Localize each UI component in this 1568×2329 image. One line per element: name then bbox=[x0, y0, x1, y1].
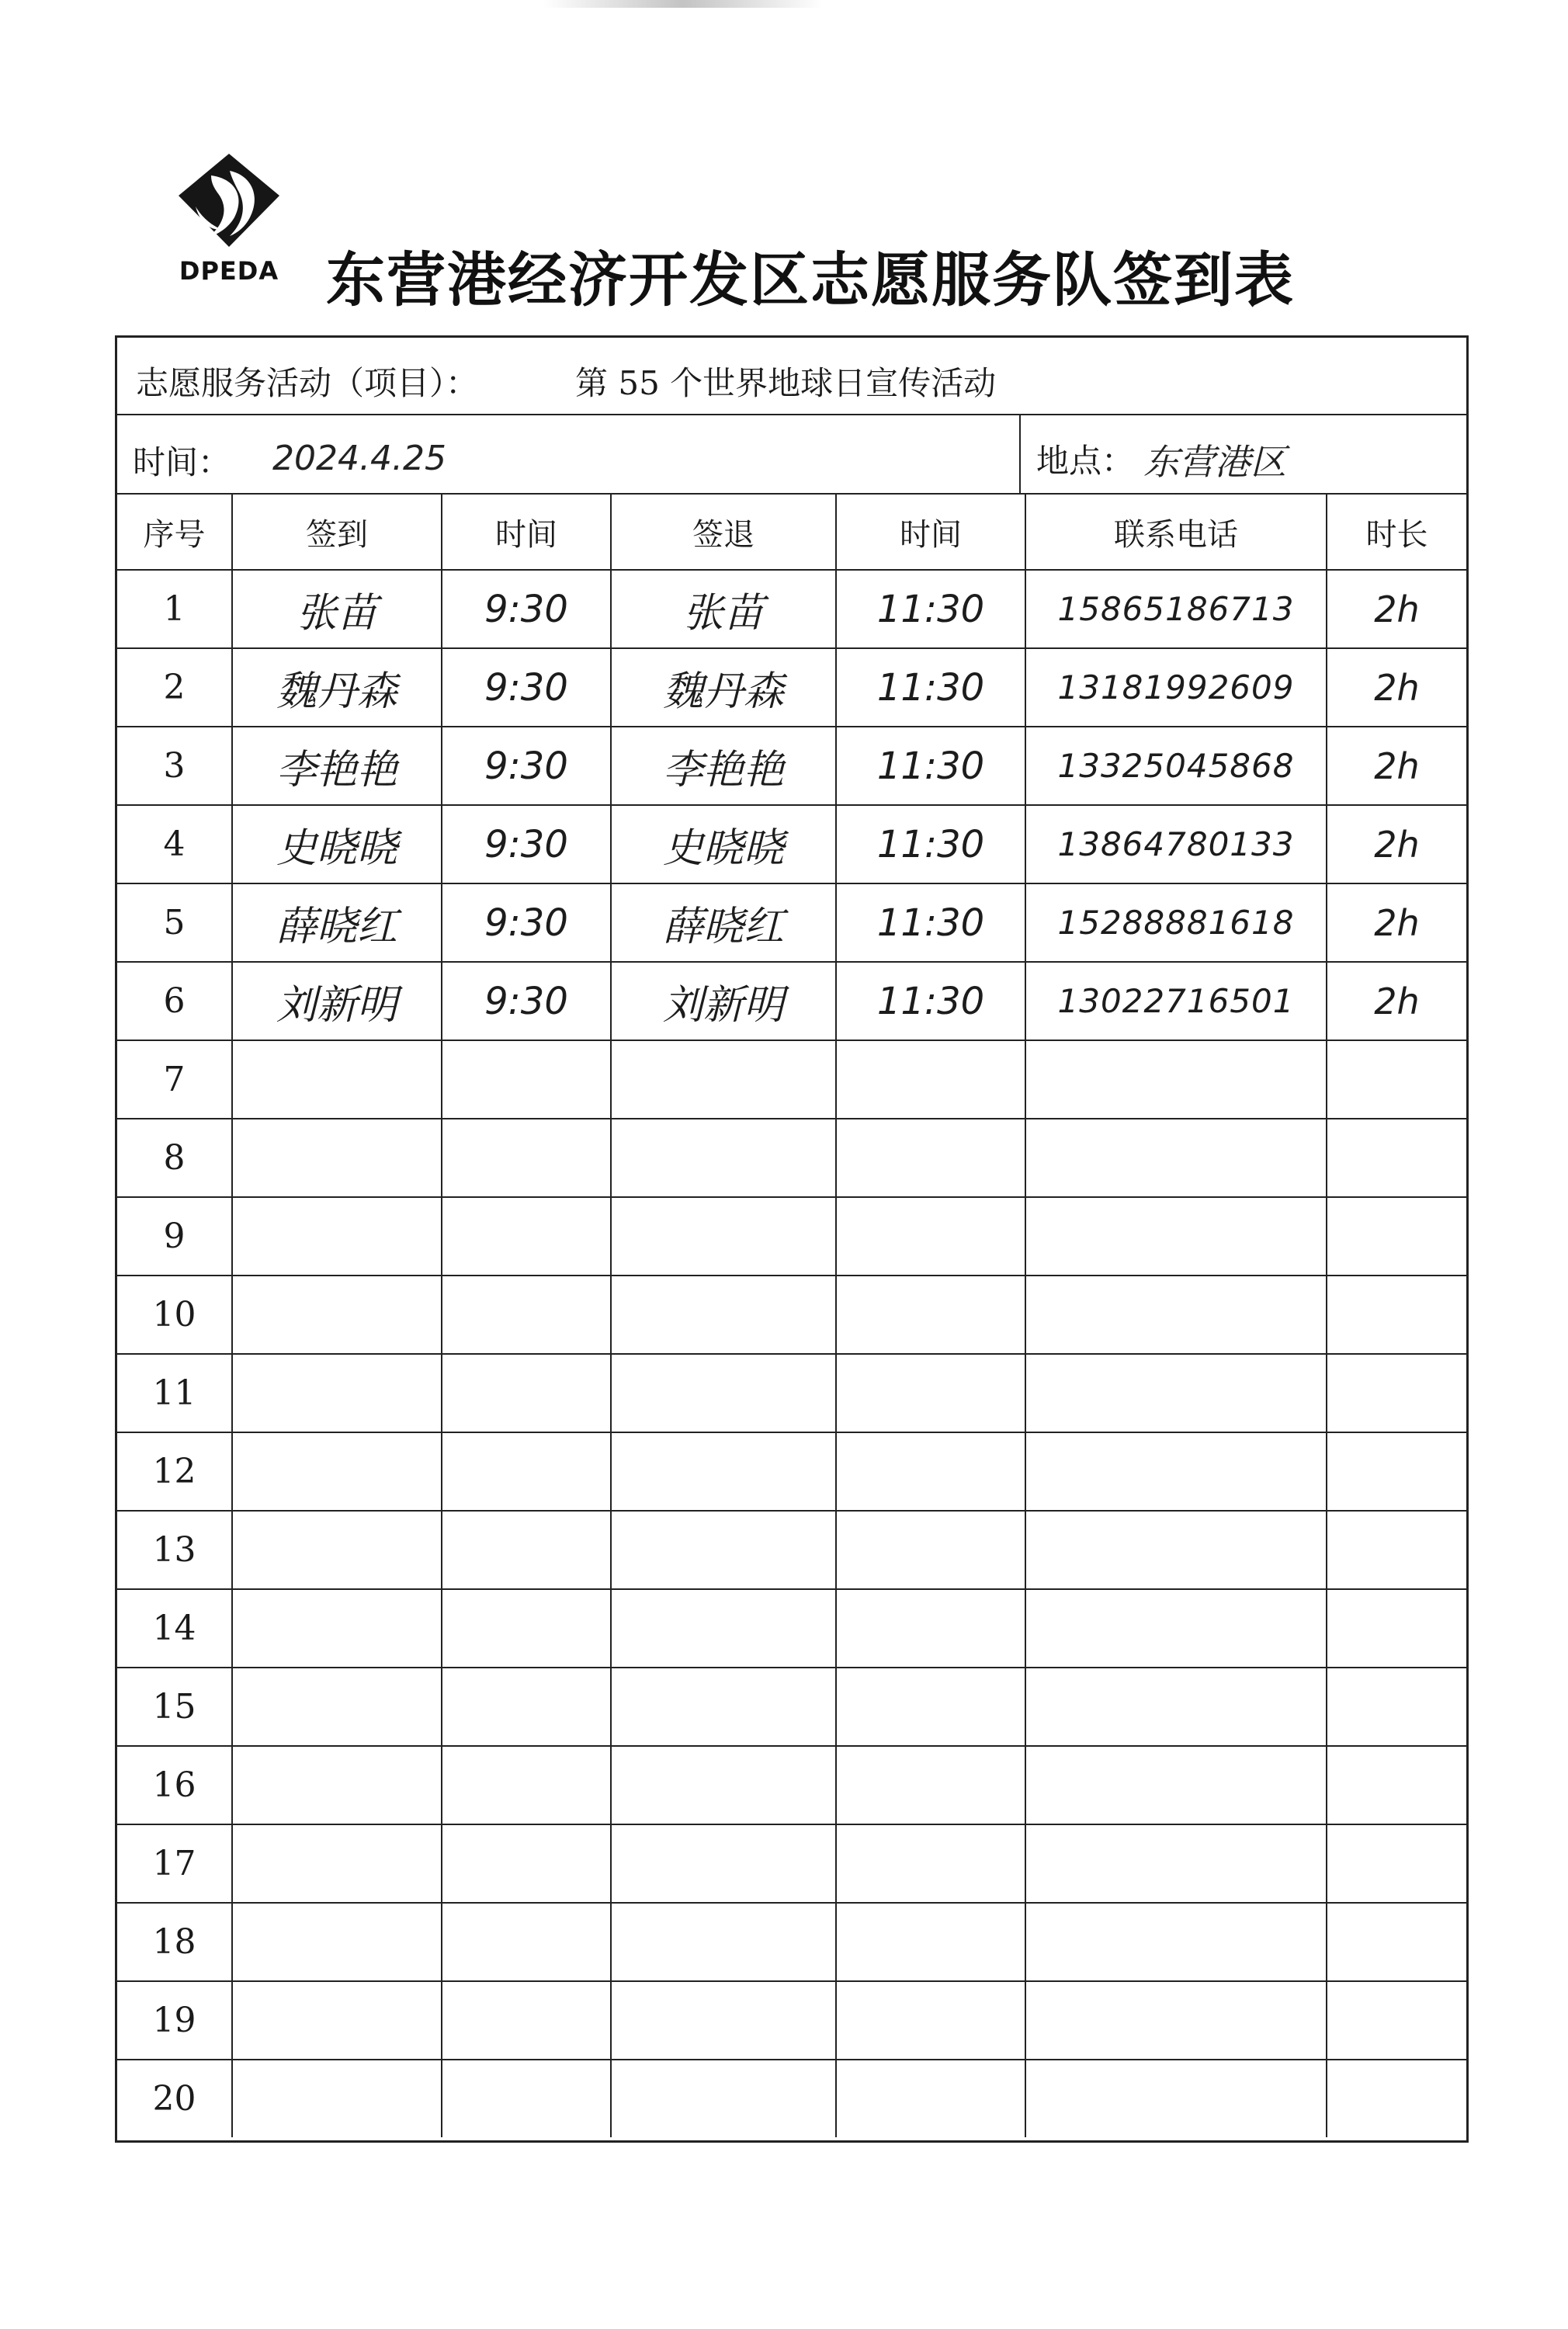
sign-in-time bbox=[442, 1276, 611, 1354]
sign-out-time bbox=[836, 1432, 1025, 1511]
row-number: 17 bbox=[117, 1824, 232, 1903]
table-row bbox=[117, 962, 1466, 1040]
duration bbox=[1327, 1668, 1466, 1746]
sign-out-time bbox=[836, 2060, 1025, 2137]
row-number: 8 bbox=[117, 1119, 232, 1197]
phone-number: 13325045868 bbox=[1025, 727, 1327, 805]
col-header-in-time: 时间 bbox=[442, 495, 611, 570]
sign-out-time: 11:30 bbox=[836, 962, 1025, 1040]
phone-number bbox=[1025, 1432, 1327, 1511]
duration: 2h bbox=[1327, 805, 1466, 883]
sign-in-signature bbox=[232, 1589, 442, 1668]
table-row bbox=[117, 1589, 1466, 1668]
table-row bbox=[117, 1981, 1466, 2060]
sign-in-time: 9:30 bbox=[442, 570, 611, 648]
row-number: 19 bbox=[117, 1981, 232, 2060]
sign-out-time: 11:30 bbox=[836, 805, 1025, 883]
table-row bbox=[117, 1432, 1466, 1511]
table-row bbox=[117, 805, 1466, 883]
duration bbox=[1327, 2060, 1466, 2137]
duration bbox=[1327, 1040, 1466, 1119]
sign-out-signature bbox=[611, 1119, 836, 1197]
date-handwritten: 2024.4.25 bbox=[272, 439, 446, 478]
sign-out-time: 11:30 bbox=[836, 570, 1025, 648]
sign-out-signature bbox=[611, 1746, 836, 1824]
col-header-seq: 序号 bbox=[117, 495, 232, 570]
sign-out-signature bbox=[611, 1040, 836, 1119]
row-number: 15 bbox=[117, 1668, 232, 1746]
sign-in-signature bbox=[232, 1668, 442, 1746]
phone-number: 13181992609 bbox=[1025, 648, 1327, 727]
sign-in-time bbox=[442, 1981, 611, 2060]
table-header-row bbox=[117, 495, 1466, 570]
sign-in-signature: 刘新明 bbox=[232, 962, 442, 1040]
phone-number bbox=[1025, 1511, 1327, 1589]
phone-number bbox=[1025, 1589, 1327, 1668]
col-header-sign-in: 签到 bbox=[232, 495, 442, 570]
table-row bbox=[117, 1668, 1466, 1746]
sign-out-signature bbox=[611, 1589, 836, 1668]
duration bbox=[1327, 1354, 1466, 1432]
duration bbox=[1327, 1746, 1466, 1824]
row-number: 10 bbox=[117, 1276, 232, 1354]
table-row bbox=[117, 727, 1466, 805]
sign-in-signature: 张苗 bbox=[232, 570, 442, 648]
duration: 2h bbox=[1327, 570, 1466, 648]
duration bbox=[1327, 1432, 1466, 1511]
sign-in-form bbox=[115, 335, 1469, 2143]
sign-in-time bbox=[442, 1119, 611, 1197]
sign-out-time bbox=[836, 1354, 1025, 1432]
duration: 2h bbox=[1327, 883, 1466, 962]
row-number: 9 bbox=[117, 1197, 232, 1276]
row-number: 11 bbox=[117, 1354, 232, 1432]
sign-in-time bbox=[442, 1824, 611, 1903]
sign-in-signature: 薛晓红 bbox=[232, 883, 442, 962]
sign-in-signature bbox=[232, 1824, 442, 1903]
sign-in-table bbox=[117, 495, 1466, 2137]
sign-in-signature bbox=[232, 1040, 442, 1119]
phone-number: 15288881618 bbox=[1025, 883, 1327, 962]
phone-number bbox=[1025, 2060, 1327, 2137]
sign-out-signature bbox=[611, 1276, 836, 1354]
phone-number bbox=[1025, 1040, 1327, 1119]
sign-in-time bbox=[442, 1197, 611, 1276]
time-label: 时间： bbox=[133, 443, 231, 481]
duration bbox=[1327, 1276, 1466, 1354]
duration: 2h bbox=[1327, 727, 1466, 805]
sign-in-signature bbox=[232, 1903, 442, 1981]
sign-in-time bbox=[442, 2060, 611, 2137]
sign-in-time: 9:30 bbox=[442, 805, 611, 883]
dpeda-logo bbox=[163, 148, 295, 295]
sign-out-time bbox=[836, 1746, 1025, 1824]
sign-out-signature bbox=[611, 1432, 836, 1511]
table-row bbox=[117, 2060, 1466, 2137]
sign-in-signature: 史晓晓 bbox=[232, 805, 442, 883]
table-row bbox=[117, 883, 1466, 962]
phone-number bbox=[1025, 1824, 1327, 1903]
sign-out-time bbox=[836, 1040, 1025, 1119]
table-row bbox=[117, 1354, 1466, 1432]
logo-text: DPEDA bbox=[179, 256, 279, 286]
sign-out-signature bbox=[611, 1903, 836, 1981]
time-place-row bbox=[117, 415, 1466, 495]
col-header-out-time: 时间 bbox=[836, 495, 1025, 570]
sign-out-time bbox=[836, 1981, 1025, 2060]
row-number: 12 bbox=[117, 1432, 232, 1511]
sign-in-signature bbox=[232, 1276, 442, 1354]
phone-number bbox=[1025, 1668, 1327, 1746]
row-number: 2 bbox=[117, 648, 232, 727]
row-number: 6 bbox=[117, 962, 232, 1040]
sign-out-signature bbox=[611, 1511, 836, 1589]
sign-in-signature bbox=[232, 1432, 442, 1511]
divider bbox=[1019, 415, 1021, 493]
sign-in-signature: 李艳艳 bbox=[232, 727, 442, 805]
sign-in-time bbox=[442, 1903, 611, 1981]
row-number: 4 bbox=[117, 805, 232, 883]
sign-out-signature bbox=[611, 1354, 836, 1432]
row-number: 18 bbox=[117, 1903, 232, 1981]
table-row bbox=[117, 570, 1466, 648]
duration bbox=[1327, 1903, 1466, 1981]
sign-out-time bbox=[836, 1197, 1025, 1276]
scan-artifact bbox=[543, 0, 823, 8]
table-row bbox=[117, 1197, 1466, 1276]
sign-in-time bbox=[442, 1746, 611, 1824]
sign-out-time: 11:30 bbox=[836, 727, 1025, 805]
row-number: 7 bbox=[117, 1040, 232, 1119]
sign-in-time: 9:30 bbox=[442, 883, 611, 962]
table-row bbox=[117, 1511, 1466, 1589]
logo-emblem-icon bbox=[163, 148, 295, 256]
sign-in-time: 9:30 bbox=[442, 962, 611, 1040]
row-number: 1 bbox=[117, 570, 232, 648]
sign-in-time bbox=[442, 1040, 611, 1119]
duration bbox=[1327, 1981, 1466, 2060]
sign-out-signature bbox=[611, 1668, 836, 1746]
phone-number bbox=[1025, 1903, 1327, 1981]
phone-number: 15865186713 bbox=[1025, 570, 1327, 648]
table-row bbox=[117, 1903, 1466, 1981]
sign-out-time bbox=[836, 1589, 1025, 1668]
phone-number bbox=[1025, 1276, 1327, 1354]
sign-in-time bbox=[442, 1511, 611, 1589]
phone-number bbox=[1025, 1746, 1327, 1824]
table-row bbox=[117, 1119, 1466, 1197]
table-row bbox=[117, 1040, 1466, 1119]
sign-in-time: 9:30 bbox=[442, 727, 611, 805]
sign-in-time bbox=[442, 1354, 611, 1432]
sign-in-signature bbox=[232, 1119, 442, 1197]
col-header-phone: 联系电话 bbox=[1025, 495, 1327, 570]
sign-out-signature: 魏丹森 bbox=[611, 648, 836, 727]
sign-out-signature bbox=[611, 1197, 836, 1276]
duration bbox=[1327, 1197, 1466, 1276]
sign-out-time bbox=[836, 1276, 1025, 1354]
activity-row bbox=[117, 338, 1466, 415]
col-header-duration: 时长 bbox=[1327, 495, 1466, 570]
duration: 2h bbox=[1327, 962, 1466, 1040]
row-number: 14 bbox=[117, 1589, 232, 1668]
sign-in-signature bbox=[232, 1511, 442, 1589]
sign-in-signature: 魏丹森 bbox=[232, 648, 442, 727]
sign-out-signature: 刘新明 bbox=[611, 962, 836, 1040]
duration: 2h bbox=[1327, 648, 1466, 727]
page-title: 东营港经济开发区志愿服务队签到表 bbox=[326, 245, 1295, 314]
activity-label: 志愿服务活动（项目）： bbox=[136, 364, 479, 402]
sign-out-time bbox=[836, 1824, 1025, 1903]
sign-out-signature: 李艳艳 bbox=[611, 727, 836, 805]
sign-out-signature bbox=[611, 1981, 836, 2060]
sign-out-time: 11:30 bbox=[836, 648, 1025, 727]
table-row bbox=[117, 1746, 1466, 1824]
place-label: 地点： bbox=[1036, 442, 1135, 480]
sign-in-time bbox=[442, 1668, 611, 1746]
activity-name: 第 55 个世界地球日宣传活动 bbox=[575, 364, 997, 402]
phone-number: 13022716501 bbox=[1025, 962, 1327, 1040]
row-number: 13 bbox=[117, 1511, 232, 1589]
sign-out-time bbox=[836, 1903, 1025, 1981]
table-row bbox=[117, 1824, 1466, 1903]
sign-out-time: 11:30 bbox=[836, 883, 1025, 962]
sign-out-signature: 史晓晓 bbox=[611, 805, 836, 883]
table-row bbox=[117, 648, 1466, 727]
phone-number bbox=[1025, 1354, 1327, 1432]
sign-in-time bbox=[442, 1589, 611, 1668]
sign-out-signature: 薛晓红 bbox=[611, 883, 836, 962]
duration bbox=[1327, 1589, 1466, 1668]
sign-in-time bbox=[442, 1432, 611, 1511]
phone-number bbox=[1025, 1981, 1327, 2060]
sign-in-signature bbox=[232, 1981, 442, 2060]
sign-in-signature bbox=[232, 1354, 442, 1432]
row-number: 20 bbox=[117, 2060, 232, 2137]
row-number: 5 bbox=[117, 883, 232, 962]
col-header-sign-out: 签退 bbox=[611, 495, 836, 570]
sign-out-signature: 张苗 bbox=[611, 570, 836, 648]
phone-number: 13864780133 bbox=[1025, 805, 1327, 883]
sign-out-time bbox=[836, 1119, 1025, 1197]
sign-in-signature bbox=[232, 2060, 442, 2137]
phone-number bbox=[1025, 1119, 1327, 1197]
duration bbox=[1327, 1119, 1466, 1197]
sign-out-signature bbox=[611, 2060, 836, 2137]
sign-out-signature bbox=[611, 1824, 836, 1903]
phone-number bbox=[1025, 1197, 1327, 1276]
sign-out-time bbox=[836, 1511, 1025, 1589]
row-number: 3 bbox=[117, 727, 232, 805]
row-number: 16 bbox=[117, 1746, 232, 1824]
duration bbox=[1327, 1824, 1466, 1903]
sign-in-signature bbox=[232, 1746, 442, 1824]
sign-in-signature bbox=[232, 1197, 442, 1276]
table-row bbox=[117, 1276, 1466, 1354]
place-handwritten: 东营港区 bbox=[1143, 441, 1286, 483]
duration bbox=[1327, 1511, 1466, 1589]
sign-out-time bbox=[836, 1668, 1025, 1746]
sign-in-time: 9:30 bbox=[442, 648, 611, 727]
